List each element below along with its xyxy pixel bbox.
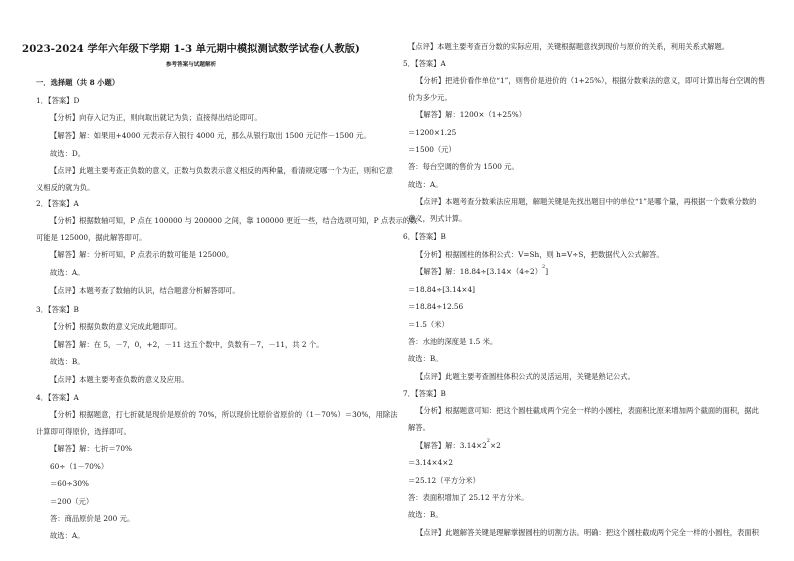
q7-solution-text: 【解答】解：3.14×2 <box>416 441 487 450</box>
q3-analysis: 【分析】根据负数的意义完成此题即可。 <box>50 322 182 331</box>
q6-analysis: 【分析】根据圆柱的体积公式：V=Sh，则 h=V÷S，把数据代入公式解答。 <box>416 250 664 259</box>
document-subtitle: 参考答案与试题解析 <box>165 62 217 68</box>
q7-choice: 故选：B。 <box>408 510 443 519</box>
q2-analysis-line1: 【分析】根据数轴可知，P 点在 100000 与 200000 之间，靠 100000 更近一些，结合选项可知，P 点表示的数 <box>50 216 418 225</box>
q2-comment: 【点评】本题考查了数轴的认识，结合题意分析解答即可。 <box>50 286 240 295</box>
q1-analysis: 【分析】向存入记为正，则向取出就记为负；直接得出结论即可。 <box>50 113 262 122</box>
q6-solution-text: 【解答】解：18.84÷[3.14×（4÷2） <box>416 267 542 276</box>
q1-answer: 1．【答案】D <box>36 96 80 105</box>
q3-answer: 3．【答案】B <box>36 305 79 314</box>
q2-answer: 2．【答案】A <box>36 199 79 208</box>
q5-analysis-line2: 价为多少元。 <box>408 93 452 102</box>
q7-solution <box>416 438 501 450</box>
q2-analysis-line2: 可能是 125000，据此解答即可。 <box>36 233 147 242</box>
q1-solution: 【解答】解：如果用+4000 元表示存入银行 4000 元，那么从银行取出 1500 元记作－1500 元。 <box>50 131 371 140</box>
q4-solution: 【解答】解：七折＝70% <box>50 444 132 453</box>
q4-calc-1: 60÷（1－70%） <box>50 462 109 471</box>
q6-result: 答：水池的深度是 1.5 米。 <box>408 337 498 346</box>
q7-solution-end: ×2 <box>489 441 501 450</box>
q5-comment-line2: 意义，列式计算。 <box>408 214 467 223</box>
document-title: 2023-2024 学年六年级下学期 1-3 单元期中模拟测试数学试卷(人教版) <box>22 43 360 55</box>
q7-analysis-line2: 解答。 <box>408 423 430 432</box>
q3-comment: 【点评】本题主要考查负数的意义及应用。 <box>50 375 189 384</box>
q4-choice: 故选：A。 <box>50 531 85 540</box>
q6-answer: 6．【答案】B <box>403 232 446 241</box>
q7-calc-2: ＝25.12（平方分米） <box>408 476 480 485</box>
q5-answer: 5．【答案】A <box>403 59 446 68</box>
q6-calc-2: ＝18.84÷12.56 <box>408 302 464 311</box>
q7-result: 答：表面积增加了 25.12 平方分米。 <box>408 493 529 502</box>
q6-calc-3: ＝1.5（米） <box>408 320 449 329</box>
q4-analysis-line1: 【分析】根据题意，打七折就是现价是原价的 70%，所以现价比原价省原价的（1－70%）＝30%，用除法 <box>50 410 398 419</box>
q5-calc-2: ＝1500（元） <box>408 145 456 154</box>
q4-result: 答：商品原价是 200 元。 <box>50 514 135 523</box>
q4-calc-2: ＝60÷30% <box>50 479 89 488</box>
q5-comment-line1: 【点评】本题考查分数乘法应用题，解题关键是先找出题目中的单位“1”是哪个量，再根据一个数乘分数的 <box>416 197 757 206</box>
q3-choice: 故选：B。 <box>50 357 85 366</box>
q6-choice: 故选：B。 <box>408 354 443 363</box>
q4-answer: 4．【答案】A <box>36 393 79 402</box>
q7-calc-1: ＝3.14×4×2 <box>408 458 454 467</box>
q7-exponent: 2 <box>486 438 490 444</box>
q6-solution-end: ] <box>545 267 549 276</box>
q2-choice: 故选：A。 <box>50 268 85 277</box>
q7-answer: 7．【答案】B <box>403 389 446 398</box>
q6-solution <box>416 264 549 276</box>
q1-comment-line1: 【点评】此题主要考查正负数的意义，正数与负数表示意义相反的两种量，看清规定哪一个为正，则和它意 <box>50 166 393 175</box>
q2-solution: 【解答】解：分析可知，P 点表示的数可能是 125000。 <box>50 250 234 259</box>
q1-comment-line2: 义相反的就为负。 <box>36 183 95 192</box>
q1-choice: 故选：D。 <box>50 149 86 158</box>
q6-exponent: 2 <box>542 264 546 270</box>
q5-calc-1: ＝1200×1.25 <box>408 128 457 137</box>
q5-result: 答：每台空调的售价为 1500 元。 <box>408 162 519 171</box>
q7-analysis-line1: 【分析】根据题意可知：把这个圆柱截成两个完全一样的小圆柱，表面积比原来增加两个截面的面积，据此 <box>416 406 759 415</box>
q4-analysis-line2: 计算即可得原价，选择即可。 <box>36 427 131 436</box>
q5-solution: 【解答】解：1200×（1+25%） <box>416 110 527 119</box>
section-heading: 一．选择题（共 8 小题） <box>36 78 120 87</box>
q4-calc-3: ＝200（元） <box>50 497 94 506</box>
q5-choice: 故选：A。 <box>408 180 443 189</box>
q6-comment: 【点评】此题主要考查圆柱体积公式的灵活运用，关键是熟记公式。 <box>416 372 635 381</box>
q4-comment: 【点评】本题主要考查百分数的实际应用，关键根据题意找到现价与原价的关系，利用关系式解题。 <box>408 42 730 51</box>
q5-analysis-line1: 【分析】把进价看作单位“1”，则售价是进价的（1+25%），根据分数乘法的意义，即可计算出每台空调的售 <box>416 76 766 85</box>
q3-solution: 【解答】解：在 5，－7，0，+2，－11 这五个数中，负数有－7，－11，共 2 个。 <box>50 340 324 349</box>
q6-calc-1: ＝18.84÷[3.14×4] <box>408 285 475 294</box>
q7-comment: 【点评】此题解答关键是理解掌握圆柱的切割方法。明确：把这个圆柱截成两个完全一样的小圆柱，表面积 <box>416 528 759 537</box>
